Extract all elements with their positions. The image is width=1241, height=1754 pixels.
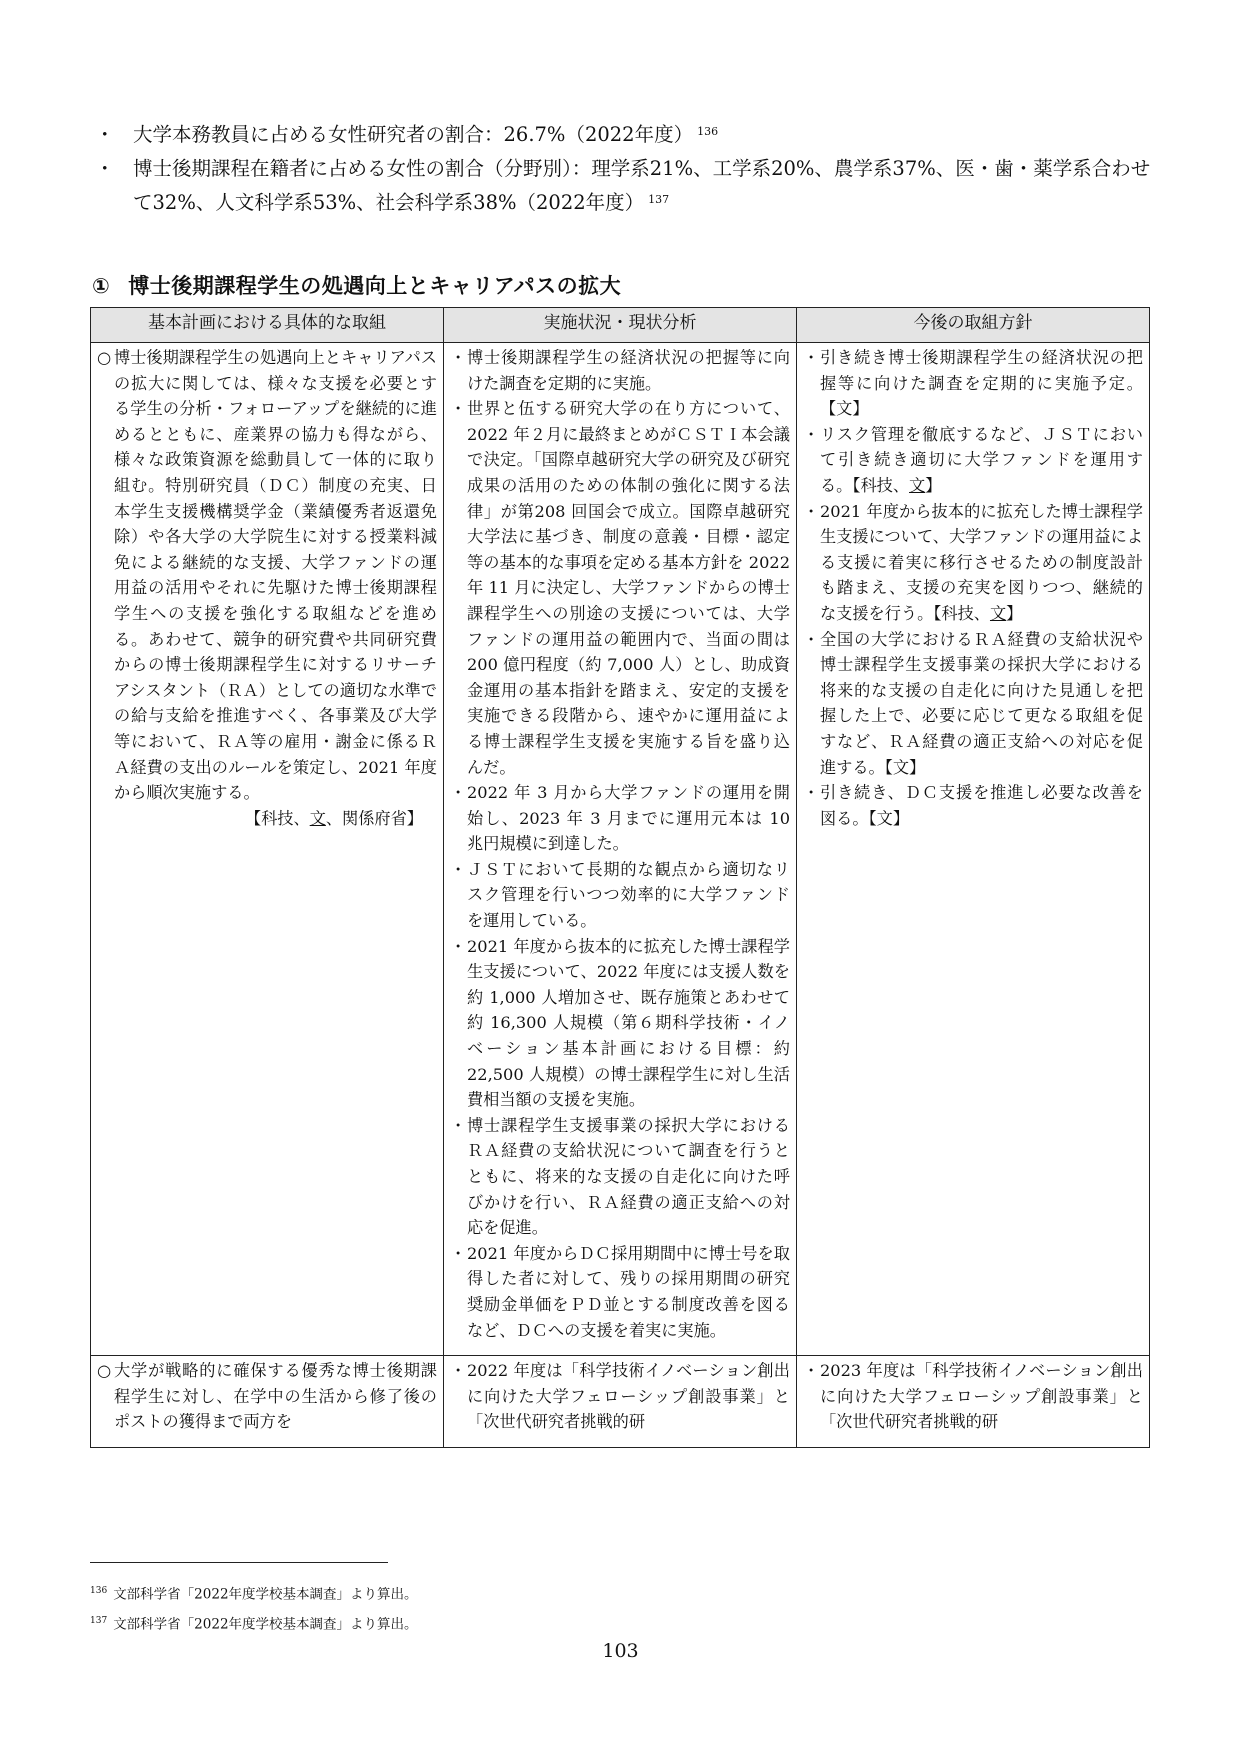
status-text: 2021 年度から抜本的に拡充した博士課程学生支援について、2022 年度には支援人数を約 1,000 人増加させ、既存施策とあわせて約 16,300 人規模（第６期科学技術・イノベーション基本計画における目標：約 22,500 人規模）の博士課程学生に対し生活費相当額の支援を実施。 (467, 936, 790, 1110)
column-header: 基本計画における具体的な取組 (91, 308, 444, 343)
bullet-mark: ・ (803, 783, 820, 803)
status-item (450, 396, 790, 780)
policy-text (820, 345, 1143, 422)
policy-text-body: 引き続き、ＤＣ支援を推進し必要な改善を図る。【文】 (820, 783, 1143, 828)
table-cell (797, 343, 1150, 1356)
table-row (91, 1356, 1150, 1448)
bullet-mark: ・ (803, 348, 820, 367)
status-text: ＪＳＴにおいて長期的な観点から適切なリスク管理を行いつつ効率的に大学ファンドを運用している。 (467, 859, 790, 931)
policy-text: 2023 年度は「科学技術イノベーション創出に向けた大学フェローシップ創設事業」と「次世代研究者挑戦的研 (820, 1361, 1143, 1432)
policy-item (803, 345, 1143, 422)
bullet-mark: ・ (803, 1361, 820, 1381)
table-cell (91, 343, 444, 1356)
policy-text-end: 】 (925, 475, 942, 495)
footnote-number: 136 (90, 1586, 108, 1596)
policy-item (803, 780, 1143, 831)
bullet-mark: ・ (450, 1361, 467, 1381)
policy-text-underlined: 文 (989, 603, 1007, 623)
column-header: 実施状況・現状分析 (444, 308, 797, 343)
plan-entry (97, 1358, 437, 1435)
policy-text-body: 全国の大学におけるＲＡ経費の支給状況や博士課程学生支援事業の採択大学における将来的な支援の自走化に向けた見通しを把握した上で、必要に応じて更なる取組を促すなど、ＲＡ経費の適正支給への対応を促進する。【文】 (820, 629, 1143, 777)
status-text: 世界と伍する研究大学の在り方について、2022 年２月に最終まとめがＣＳＴＩ本会議で決定。「国際卓越研究大学の研究及び研究成果の活用のための体制の強化に関する法律」が第208 回国会で成立。国際卓越研究大学法に基づき、制度の意義・目標・認定等の基本的な事項を定める基本方針を 2022 年 11 月に決定し、大学ファンドからの博士課程学生への別途の支援については、大学ファンドの運用益の範囲内で、当面の間は 200 億円程度（約 7,000 人）とし、助成資金運用の基本指針を踏まえ、安定的支援を実施できる段階から、速やかに運用益による博士課程学生支援を実施する旨を盛り込んだ。 (467, 399, 790, 777)
status-item (450, 857, 790, 934)
policy-text (820, 499, 1143, 627)
footnotes (90, 1578, 418, 1637)
policy-item (803, 627, 1143, 781)
bullet-text (133, 118, 1155, 152)
bullet-text-body: 大学本務教員に占める女性研究者の割合：26.7%（2022年度） (133, 123, 694, 146)
table-cell (444, 1356, 797, 1448)
bullet-mark: ・ (95, 123, 115, 146)
status-item (450, 1113, 790, 1241)
section-number: ① (92, 274, 111, 298)
policy-text (820, 780, 1143, 831)
footnote (90, 1608, 418, 1638)
plan-text: 大学が戦略的に確保する優秀な博士後期課程学生に対し、在学中の生活から修了後のポストの獲得まで両方を (114, 1361, 437, 1432)
status-item (450, 934, 790, 1113)
policy-item (803, 499, 1143, 627)
bullet-mark: ・ (803, 501, 820, 521)
status-text: 博士課程学生支援事業の採択大学におけるＲＡ経費の支給状況について調査を行うとともに、将来的な支援の自走化に向けた呼びかけを行い、ＲＡ経費の適正支給への対応を促進。 (467, 1115, 790, 1238)
bullet-item (95, 152, 1155, 220)
status-text: 2022 年 3 月から大学ファンドの運用を開始し、2023 年 3 月までに運用元本は 10 兆円規模に到達した。 (467, 783, 790, 854)
footnote-ref: 136 (697, 125, 719, 138)
status-text: 2021 年度からＤＣ採用期間中に博士号を取得した者に対して、残りの採用期間の研究奨励金単価をＰＤ並とする制度改善を図るなど、ＤＣへの支援を着実に実施。 (467, 1243, 790, 1340)
footnote-ref: 137 (648, 193, 670, 206)
footnote-text: 文部科学省「2022年度学校基本調査」より算出。 (113, 1586, 418, 1603)
tag-close: 、関係府省】 (325, 808, 423, 828)
policy-text-underlined: 文 (909, 475, 926, 495)
policy-text (820, 422, 1143, 499)
bullet-mark: ・ (450, 783, 467, 803)
status-item (450, 345, 790, 396)
footnote-divider (90, 1562, 388, 1563)
status-item (450, 1241, 790, 1343)
plan-text: 博士後期課程学生の処遇向上とキャリアパスの拡大に関しては、様々な支援を必要とする学生の分析・フォローアップを継続的に進めるとともに、産業界の協力も得ながら、様々な政策資源を総動員して一体的に取り組む。特別研究員（ＤＣ）制度の充実、日本学生支援機構奨学金（業績優秀者返還免除）や各大学の大学院生に対する授業料減免による継続的な支援、大学ファンドの運用益の活用やそれに先駆けた博士後期課程学生への支援を強化する取組などを進める。あわせて、競争的研究費や共同研究費からの博士後期課程学生に対するリサーチアシスタント（ＲＡ）としての適切な水準での給与支給を推進すべく、各事業及び大学等において、ＲＡ等の雇用・謝金に係るＲＡ経費の支出のルールを策定し、2021 年度から順次実施する。 (114, 348, 437, 803)
policy-text-end: 】 (1006, 603, 1023, 623)
bullet-text-body: 博士後期課程在籍者に占める女性の割合（分野別）：理学系21%、工学系20%、農学系37%、医・歯・薬学系合わせて32%、人文科学系53%、社会科学系38%（2022年度） (133, 157, 1151, 214)
status-text: 博士後期課程学生の経済状況の把握等に向けた調査を定期的に実施。 (467, 348, 790, 393)
bullet-text (133, 152, 1155, 220)
policy-item (803, 1358, 1143, 1435)
policy-text-body: リスク管理を徹底するなど、ＪＳＴにおいて引き続き適切に大学ファンドを運用する。【科技、 (820, 424, 1143, 495)
status-item (450, 1358, 790, 1435)
tag-open: 【科技、 (244, 808, 310, 828)
section-title: 博士後期課程学生の処遇向上とキャリアパスの拡大 (128, 274, 622, 298)
bullet-mark: ・ (803, 629, 820, 649)
table-cell (444, 343, 797, 1356)
policy-text (820, 627, 1143, 781)
policy-item (803, 422, 1143, 499)
footnote (90, 1578, 418, 1608)
circle-mark: ○ (97, 1361, 112, 1381)
bullet-mark: ・ (450, 1243, 467, 1263)
bullet-mark: ・ (450, 1115, 467, 1135)
policy-text-body: 2021 年度から抜本的に拡充した博士課程学生支援について、大学ファンドの運用益による支援に着実に移行させるための制度設計も踏まえ、支援の充実を図りつつ、継続的な支援を行う。【科技、 (820, 501, 1143, 623)
statistics-bullet-list (95, 118, 1155, 220)
table-header-row (91, 308, 1150, 343)
tag-underlined: 文 (309, 808, 326, 828)
table-cell (797, 1356, 1150, 1448)
bullet-mark: ・ (450, 348, 467, 367)
status-text: 2022 年度は「科学技術イノベーション創出に向けた大学フェローシップ創設事業」と「次世代研究者挑戦的研 (467, 1361, 790, 1432)
footnote-number: 137 (90, 1615, 108, 1626)
bullet-mark: ・ (450, 936, 467, 956)
section-heading (92, 270, 621, 300)
bullet-mark: ・ (450, 859, 467, 879)
table-row (91, 343, 1150, 1356)
plan-entry (97, 345, 437, 806)
bullet-mark: ・ (95, 157, 115, 180)
ministry-tag (97, 806, 437, 832)
footnote-text: 文部科学省「2022年度学校基本調査」より算出。 (113, 1616, 418, 1632)
bullet-item (95, 118, 1155, 152)
circle-mark: ○ (97, 348, 112, 367)
policy-table (90, 307, 1150, 1448)
policy-text-body: 引き続き博士後期課程学生の経済状況の把握等に向けた調査を定期的に実施予定。【文】 (820, 348, 1143, 419)
bullet-mark: ・ (803, 424, 820, 444)
column-header: 今後の取組方針 (797, 308, 1150, 343)
bullet-mark: ・ (450, 399, 467, 419)
page-number: 103 (602, 1640, 639, 1662)
table-cell (91, 1356, 444, 1448)
status-item (450, 780, 790, 857)
